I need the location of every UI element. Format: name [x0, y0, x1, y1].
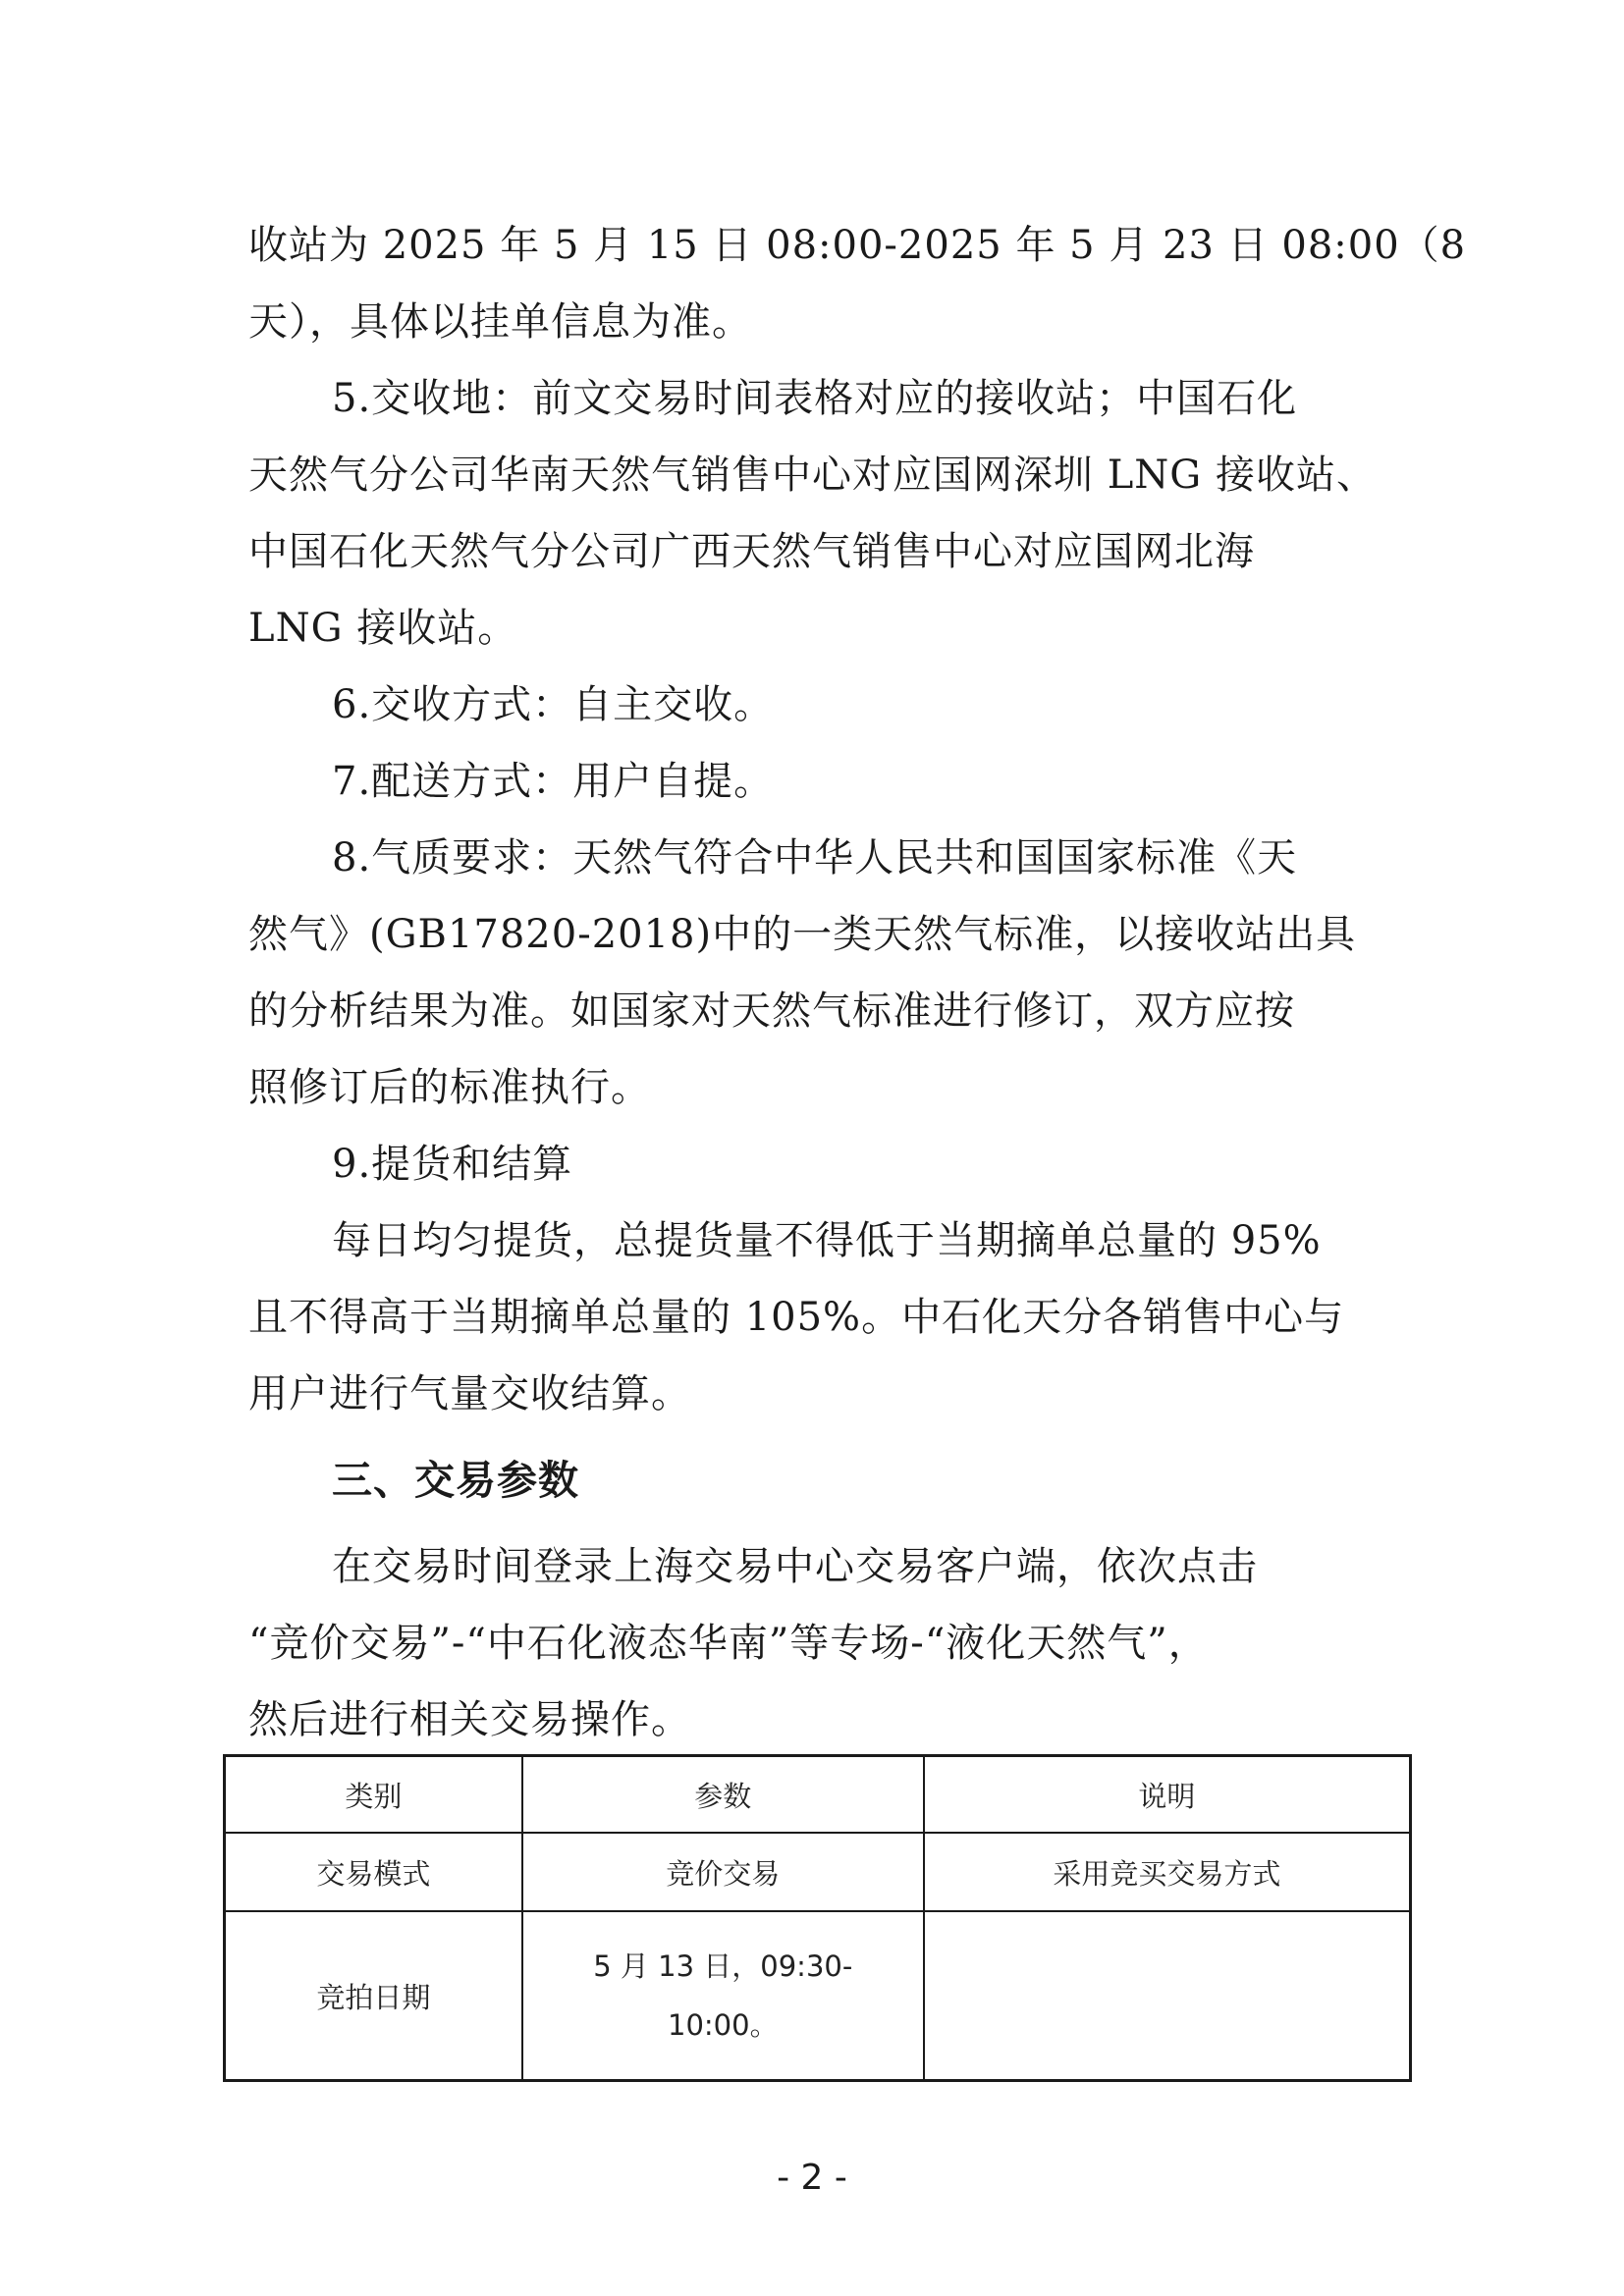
cell-parameter	[522, 1911, 924, 2081]
paragraph-line: 中国石化天然气分公司广西天然气销售中心对应国网北海	[248, 529, 1255, 574]
paragraph-line: 然气》(GB17820-2018)中的一类天然气标准，以接收站出具	[248, 912, 1357, 957]
paragraph-line: 照修订后的标准执行。	[248, 1065, 651, 1110]
section-heading-trade-parameters: 三、交易参数	[332, 1457, 579, 1504]
paragraph-line: 用户进行气量交收结算。	[248, 1371, 691, 1416]
paragraph-line: 在交易时间登录上海交易中心交易客户端，依次点击	[332, 1544, 1258, 1589]
paragraph-line: 每日均匀提货，总提货量不得低于当期摘单总量的 95%	[332, 1218, 1322, 1263]
cell-parameter-line-1: 5 月 13 日，09:30-	[593, 1949, 853, 1983]
item-6-delivery-method: 6.交收方式：自主交收。	[332, 682, 775, 727]
cell-parameter: 竞价交易	[522, 1833, 924, 1911]
item-5-delivery-location: 5.交收地：前文交易时间表格对应的接收站；中国石化	[332, 376, 1298, 421]
table-row	[225, 1911, 1411, 2081]
paragraph-line: 且不得高于当期摘单总量的 105%。中石化天分各销售中心与	[248, 1295, 1345, 1340]
header-category: 类别	[225, 1756, 522, 1834]
header-description: 说明	[924, 1756, 1411, 1834]
paragraph-line: 天然气分公司华南天然气销售中心对应国网深圳 LNG 接收站、	[248, 453, 1377, 498]
paragraph-line: 天），具体以挂单信息为准。	[248, 299, 752, 345]
cell-description	[924, 1911, 1411, 2081]
table-header-row	[225, 1756, 1411, 1834]
cell-parameter-line-2: 10:00。	[668, 2008, 779, 2042]
header-parameter: 参数	[522, 1756, 924, 1834]
table-row	[225, 1833, 1411, 1911]
item-8-gas-quality: 8.气质要求：天然气符合中华人民共和国国家标准《天	[332, 835, 1298, 881]
cell-category: 交易模式	[225, 1833, 522, 1911]
trade-parameters-table	[223, 1754, 1412, 2082]
paragraph-line: “竞价交易”-“中石化液态华南”等专场-“液化天然气”，	[248, 1621, 1209, 1666]
paragraph-line: 然后进行相关交易操作。	[248, 1697, 691, 1742]
cell-description: 采用竞买交易方式	[924, 1833, 1411, 1911]
paragraph-line: 收站为 2025 年 5 月 15 日 08:00-2025 年 5 月 23 日 08:00（8	[248, 223, 1467, 268]
item-7-distribution-method: 7.配送方式：用户自提。	[332, 759, 775, 804]
paragraph-line: LNG 接收站。	[248, 606, 518, 651]
paragraph-line: 的分析结果为准。如国家对天然气标准进行修订，双方应按	[248, 988, 1295, 1034]
page-number: - 2 -	[777, 2158, 847, 2198]
item-9-pickup-settlement: 9.提货和结算	[332, 1142, 573, 1187]
cell-category: 竞拍日期	[225, 1911, 522, 2081]
